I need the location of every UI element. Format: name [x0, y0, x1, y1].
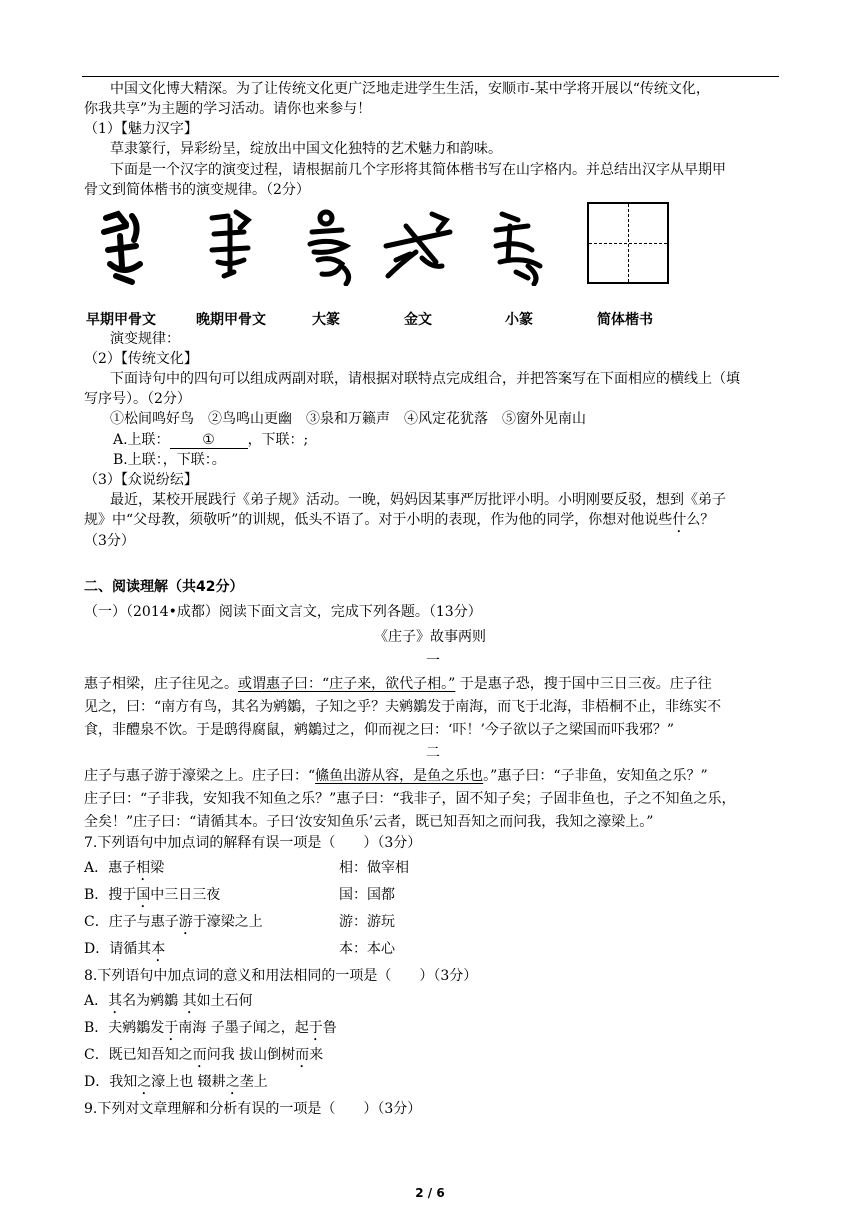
story1-text-b: 于是惠子恐，搜于国中三日三夜。庄子往 [455, 676, 712, 692]
q7-d-pre: D．请循其 [84, 941, 152, 957]
q8-b-dot2: 于 [308, 1020, 323, 1036]
q3-line-2 [84, 510, 714, 536]
q7-b-pre: B．搜于 [84, 887, 137, 903]
q3-line-3: （3分） [84, 533, 135, 549]
q8-option-a [84, 991, 253, 1017]
caption-late-oracle: 晚期甲骨文 [196, 312, 266, 328]
story1-text-a: 惠子相梁，庄子往见之。 [84, 676, 238, 692]
caption-small-seal: 小篆 [505, 312, 533, 328]
top-rule [82, 76, 779, 77]
q7-option-b [84, 885, 220, 911]
bronze-glyph-icon [376, 206, 460, 286]
q2-line-2: 写序号）。（2分） [84, 391, 191, 407]
section2-sub: （一）（2014•成都）阅读下面文言文，完成下列各题。（13分） [84, 604, 482, 620]
q8-a-mid: 名为鹓鶵 [122, 993, 183, 1009]
q8-c-post: 来 [309, 1047, 324, 1063]
caption-early-oracle: 早期甲骨文 [86, 312, 156, 328]
q8-option-d [84, 1072, 268, 1098]
story1-line-1 [84, 674, 712, 694]
q2-a-suffix: ，下联：; [247, 432, 309, 448]
q8-d-dot2: 之 [225, 1074, 240, 1090]
q7-a-dot: 相 [136, 860, 151, 876]
caption-bronze: 金文 [404, 312, 432, 328]
q3-line-2-text: 规》中“父母教，须敬听”的训规，低头不语了。对于小明的表现，作为他的同学，你想对他说些 [84, 512, 673, 528]
story1-line-3: 食，非醴泉不饮。于是鸱得腐鼠，鹓鶵过之，仰而视之曰：‘吓！’今子欲以子之梁国而吓我邪？” [84, 722, 675, 738]
section2-heading: 二、阅读理解（共42分） [84, 579, 244, 595]
q2-options: ①松间鸣好鸟 ②鸟鸣山更幽 ③泉和万籁声 ④风定花犹落 ⑤窗外见南山 [110, 411, 586, 427]
caption-large-seal: 大篆 [312, 312, 340, 328]
q7-b-dot: 国 [136, 887, 151, 903]
q3-dotted-char: 什 [672, 512, 687, 528]
q8-a-dot2: 其 [182, 993, 197, 1009]
story2-line-3: 全矣！”庄子曰：“请循其本。子曰‘汝安知鱼乐’云者，既已知吾知之而问我，我知之濠梁上。” [84, 814, 654, 830]
q2-answer-b: B.上联：，下联：。 [113, 452, 226, 468]
story2-line-2: 庄子曰：“子非我，安知我不知鱼之乐？”惠子曰：“我非子，固不知子矣；子固非鱼也，子之不知鱼之乐， [84, 791, 736, 807]
story2-line-1 [84, 766, 708, 786]
grid-horizontal-guide [589, 243, 667, 244]
q7-a-post: 梁 [150, 860, 165, 876]
q7-option-c-value: 游：游玩 [339, 914, 395, 930]
shan-character-grid[interactable] [587, 202, 669, 284]
q8-b-pre: B．夫鹓鶵发 [84, 1020, 165, 1036]
q9-stem: 9.下列对文章理解和分析有误的一项是（ ）（3分） [84, 1101, 422, 1117]
q8-option-c [84, 1045, 323, 1071]
early-oracle-glyph-icon [96, 206, 156, 286]
q8-b-post: 鲁 [322, 1020, 337, 1036]
q8-d-dot1: 之 [137, 1074, 152, 1090]
q8-c-mid: 问我 拔山倒树 [206, 1047, 296, 1063]
story2-text-a: 庄子与惠子游于濠梁之上。庄子曰：“ [84, 768, 316, 784]
q3-line-1: 最近，某校开展践行《弟子规》活动。一晚，妈妈因某事严厉批评小明。小明刚要反驳，想到《弟子 [110, 492, 726, 508]
late-oracle-glyph-icon [204, 206, 260, 286]
q7-option-c [84, 912, 263, 938]
q1-line-3: 骨文到简体楷书的演变规律。（2分） [84, 182, 310, 198]
q2-a-blank[interactable]: ① [170, 432, 248, 449]
page-number: 2 / 6 [415, 1186, 445, 1200]
q8-a-dot1: 其 [108, 993, 123, 1009]
q3-title: （3）【众说纷纭】 [84, 472, 198, 488]
q7-a-pre: A．惠子 [84, 860, 137, 876]
q7-c-pre: C．庄子与惠子 [84, 914, 179, 930]
q8-c-dot2: 而 [295, 1047, 310, 1063]
q7-c-dot: 游 [178, 914, 193, 930]
intro-line-1: 中国文化博大精深。为了让传统文化更广泛地走进学生生活，安顺市-某中学将开展以“传统文化， [110, 81, 710, 97]
q7-option-d [84, 939, 165, 965]
q8-a-post: 如土石何 [196, 993, 253, 1009]
q2-line-1: 下面诗句中的四句可以组成两副对联，请根据对联特点完成组合，并把答案写在下面相应的横线上（填 [110, 371, 740, 387]
q7-option-d-value: 本：本心 [339, 941, 395, 957]
story1-underlined: 或谓惠子曰：“庄子来，欲代子相。” [238, 676, 456, 692]
story-title: 《庄子》故事两则 [374, 629, 486, 645]
q8-stem: 8.下列语句中加点词的意义和用法相同的一项是（ ）（3分） [84, 968, 478, 984]
q8-d-mid: 濠上也 辍耕 [151, 1074, 226, 1090]
story2-underlined: 鯈鱼出游从容，是鱼之乐也 [315, 768, 484, 784]
story2-text-b: 。”惠子曰：“子非鱼，安知鱼之乐？” [483, 768, 708, 784]
q7-option-a [84, 858, 164, 884]
q8-c-dot1: 而 [192, 1047, 207, 1063]
small-seal-glyph-icon [488, 206, 548, 286]
q7-b-post: 中三日三夜 [150, 887, 221, 903]
q7-c-post: 于濠梁之上 [192, 914, 263, 930]
q8-d-pre: D．我知 [84, 1074, 138, 1090]
q1-rule-label: 演变规律： [110, 331, 180, 347]
q7-option-b-value: 国：国都 [339, 887, 395, 903]
q2-a-prefix: A.上联： [113, 432, 170, 448]
q8-c-pre: C．既已知吾知之 [84, 1047, 193, 1063]
q8-b-mid: 南海 子墨子闻之，起 [178, 1020, 309, 1036]
q8-a-pre: A． [84, 993, 109, 1009]
q2-answer-a [113, 430, 308, 450]
q3-line-2-end: 么？ [686, 512, 715, 528]
q8-option-b [84, 1018, 337, 1044]
q1-line-2: 下面是一个汉字的演变过程，请根据前几个字形将其简体楷书写在山字格内。并总结出汉字从早期甲 [110, 162, 726, 178]
q1-line-1: 草隶篆行，异彩纷呈，绽放出中国文化独特的艺术魅力和韵味。 [110, 141, 502, 157]
q8-d-post: 垄上 [239, 1074, 268, 1090]
q7-d-dot: 本 [151, 941, 166, 957]
intro-line-2: 你我共享”为主题的学习活动。请你也来参与！ [84, 101, 372, 117]
large-seal-glyph-icon [302, 206, 358, 286]
q8-b-dot1: 于 [164, 1020, 179, 1036]
story1-line-2: 见之，曰：“南方有鸟，其名为鹓鶵，子知之乎？夫鹓鶵发于南海，而飞于北海，非梧桐不止，非练实不 [84, 699, 722, 715]
q2-title: （2）【传统文化】 [84, 351, 198, 367]
q1-title: （1）【魅力汉字】 [84, 121, 198, 137]
caption-regular-script: 简体楷书 [597, 312, 653, 328]
q7-stem: 7.下列语句中加点词的解释有误一项是（ ）（3分） [84, 835, 422, 851]
story1-number: 一 [426, 653, 440, 669]
story2-number: 二 [426, 745, 440, 761]
q7-option-a-value: 相：做宰相 [339, 860, 409, 876]
